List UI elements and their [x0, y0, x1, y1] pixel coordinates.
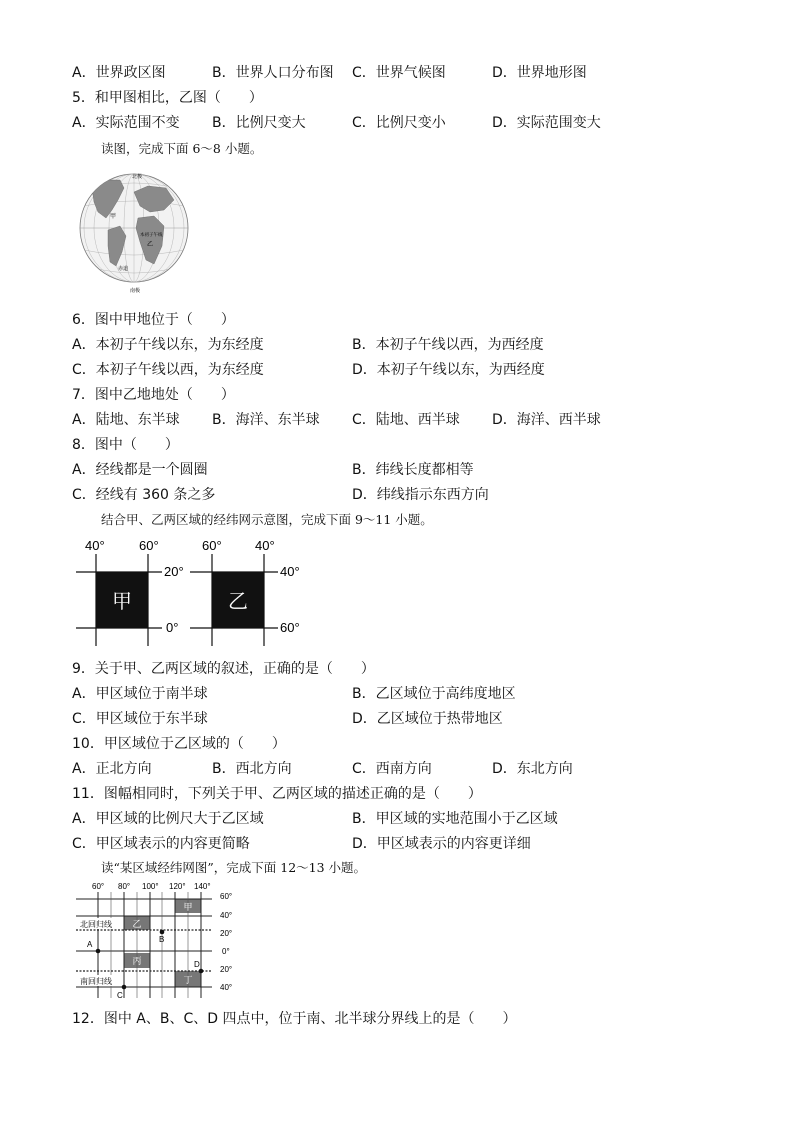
- point-c: [122, 985, 127, 990]
- jia-lat-bottom: 0°: [166, 620, 179, 635]
- q4-option-b: B．世界人口分布图: [212, 65, 334, 81]
- jia-lon-right: 60°: [139, 538, 159, 553]
- point-b: [160, 930, 165, 935]
- region-latlon-figure: [72, 880, 250, 1006]
- q4-option-d: D．世界地形图: [492, 65, 587, 81]
- q11-option-d: D．甲区域表示的内容更详细: [352, 836, 531, 852]
- q6-option-a: A．本初子午线以东，为东经度: [72, 337, 264, 353]
- q10-option-c: C．西南方向: [352, 761, 432, 777]
- q10-option-b: B．西北方向: [212, 761, 292, 777]
- svg-text:60°: 60°: [92, 882, 105, 891]
- q7-option-c: C．陆地、西半球: [352, 412, 460, 428]
- svg-text:C: C: [117, 991, 123, 1000]
- svg-text:本初子午线: 本初子午线: [140, 232, 163, 237]
- svg-text:140°: 140°: [194, 882, 211, 891]
- svg-text:乙: 乙: [147, 242, 154, 248]
- q7-option-a: A．陆地、东半球: [72, 412, 180, 428]
- svg-text:北极: 北极: [132, 174, 143, 180]
- q8-stem: 8．图中（ ）: [72, 437, 179, 453]
- yi-lat-top: 40°: [280, 564, 300, 579]
- q5-option-a: A．实际范围不变: [72, 115, 180, 131]
- svg-text:100°: 100°: [142, 882, 159, 891]
- jia-label: 甲: [112, 591, 132, 613]
- q12-stem: 12．图中 A、B、C、D 四点中，位于南、北半球分界线上的是（ ）: [72, 1011, 517, 1027]
- intro-12-13: 读“某区域经纬网图”，完成下面 12～13 小题。: [101, 860, 367, 875]
- q8-option-b: B．纬线长度都相等: [352, 462, 474, 478]
- svg-text:0°: 0°: [222, 947, 230, 956]
- q4-option-a: A．世界政区图: [72, 65, 166, 81]
- svg-text:20°: 20°: [220, 929, 233, 938]
- q5-option-d: D．实际范围变大: [492, 115, 601, 131]
- svg-text:A: A: [87, 940, 93, 949]
- q11-stem: 11．图幅相同时，下列关于甲、乙两区域的描述正确的是（ ）: [72, 786, 482, 802]
- q4-option-c: C．世界气候图: [352, 65, 446, 81]
- q9-option-d: D．乙区域位于热带地区: [352, 711, 503, 727]
- q10-option-d: D．东北方向: [492, 761, 573, 777]
- lat-lon-grid-figure: [72, 536, 312, 654]
- svg-text:D: D: [194, 960, 200, 969]
- tropic-south-label: 南回归线: [80, 977, 112, 986]
- q8-option-d: D．纬线指示东西方向: [352, 487, 489, 503]
- q7-stem: 7．图中乙地地处（ ）: [72, 387, 235, 403]
- svg-text:赤道: 赤道: [118, 266, 129, 272]
- globe-figure: [74, 166, 194, 296]
- svg-text:60°: 60°: [220, 892, 233, 901]
- q5-option-b: B．比例尺变大: [212, 115, 306, 131]
- svg-text:乙: 乙: [132, 919, 142, 929]
- svg-text:丁: 丁: [183, 975, 193, 985]
- yi-lat-bottom: 60°: [280, 620, 300, 635]
- q9-option-a: A．甲区域位于南半球: [72, 686, 208, 702]
- q11-option-b: B．甲区域的实地范围小于乙区域: [352, 811, 558, 827]
- q8-option-a: A．经线都是一个圆圈: [72, 462, 208, 478]
- yi-label: 乙: [228, 591, 248, 613]
- q6-option-b: B．本初子午线以西，为西经度: [352, 337, 544, 353]
- svg-text:丙: 丙: [132, 956, 142, 966]
- svg-text:B: B: [159, 935, 165, 944]
- svg-text:20°: 20°: [220, 965, 233, 974]
- point-a: [96, 949, 101, 954]
- q9-option-c: C．甲区域位于东半球: [72, 711, 208, 727]
- svg-text:40°: 40°: [220, 983, 233, 992]
- svg-text:40°: 40°: [220, 911, 233, 920]
- point-d: [199, 969, 204, 974]
- q7-option-b: B．海洋、东半球: [212, 412, 320, 428]
- q9-stem: 9．关于甲、乙两区域的叙述，正确的是（ ）: [72, 661, 375, 677]
- q6-option-c: C．本初子午线以西，为东经度: [72, 362, 264, 378]
- svg-text:甲: 甲: [110, 214, 117, 220]
- q10-option-a: A．正北方向: [72, 761, 152, 777]
- q5-option-c: C．比例尺变小: [352, 115, 446, 131]
- tropic-north-label: 北回归线: [80, 920, 112, 929]
- yi-lon-left: 60°: [202, 538, 222, 553]
- svg-text:120°: 120°: [169, 882, 186, 891]
- svg-text:甲: 甲: [183, 902, 193, 912]
- q5-stem: 5．和甲图相比，乙图（ ）: [72, 90, 263, 106]
- svg-text:80°: 80°: [118, 882, 131, 891]
- jia-lon-left: 40°: [85, 538, 105, 553]
- q6-stem: 6．图中甲地位于（ ）: [72, 312, 235, 328]
- yi-lon-right: 40°: [255, 538, 275, 553]
- intro-9-11: 结合甲、乙两区域的经纬网示意图，完成下面 9～11 小题。: [101, 512, 433, 527]
- svg-text:南极: 南极: [130, 288, 141, 294]
- q11-option-a: A．甲区域的比例尺大于乙区域: [72, 811, 264, 827]
- q7-option-d: D．海洋、西半球: [492, 412, 601, 428]
- q6-option-d: D．本初子午线以东，为西经度: [352, 362, 545, 378]
- jia-lat-top: 20°: [164, 564, 184, 579]
- intro-6-8: 读图，完成下面 6～8 小题。: [101, 141, 263, 156]
- q11-option-c: C．甲区域表示的内容更简略: [72, 836, 250, 852]
- q8-option-c: C．经线有 360 条之多: [72, 487, 216, 503]
- q10-stem: 10．甲区域位于乙区域的（ ）: [72, 736, 286, 752]
- q9-option-b: B．乙区域位于高纬度地区: [352, 686, 516, 702]
